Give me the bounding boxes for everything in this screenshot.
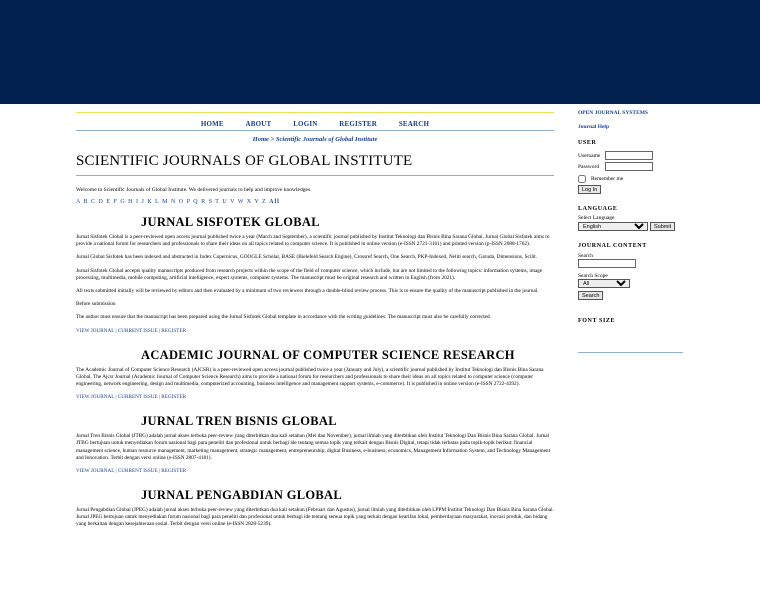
password-label: Password	[578, 163, 600, 170]
password-input[interactable]	[605, 162, 653, 171]
breadcrumb-current[interactable]: Scientific Journals of Global Institute	[275, 136, 378, 143]
view-journal-link[interactable]: VIEW JOURNAL	[76, 468, 115, 475]
journal-paragraph: Jurnal Pengabdian Global (JPEG) adalah jurnal akses terbuka peer-review yang diterbitkan dua kali setahun (Februari dan Agustus), jurnal ilmiah yang diterbitkan oleh LPPM Institut Teknologi Dan Bisnis Bina Sarana Global. Jurnal JPEG bertujuan untuk menyediakan forum nasional bagi para peneliti dan profesional untuk berbagi ide tentang semua topik yang terkait dengan kearifan lokal, pemberdayaan masyarakat, inovasi produk, dan bidang yang berkaitan dengan kesejahteraan sosial. Terbit dengan versi online (e-ISSN 2828-5239).	[76, 507, 554, 528]
journal-help-link[interactable]: Journal Help	[578, 124, 610, 130]
sidebar	[578, 110, 686, 353]
language-block-title: LANGUAGE	[578, 206, 618, 212]
ojs-link[interactable]: OPEN JOURNAL SYSTEMS	[578, 110, 648, 116]
journal-links	[76, 394, 554, 400]
nav-home[interactable]: HOME	[200, 120, 224, 128]
alphabet-letters[interactable]: A B C D E F G H I J K L M N O P Q R S T U V W X Y Z	[76, 199, 267, 205]
current-issue-link[interactable]: CURRENT ISSUE	[117, 394, 158, 401]
user-block-title: USER	[578, 140, 597, 146]
view-journal-link[interactable]: VIEW JOURNAL	[76, 327, 115, 334]
nav-search[interactable]: SEARCH	[398, 120, 430, 128]
font-size-title: FONT SIZE	[578, 318, 616, 324]
login-button[interactable]: Log In	[578, 185, 601, 194]
current-issue-link[interactable]: CURRENT ISSUE	[117, 468, 158, 475]
view-journal-link[interactable]: VIEW JOURNAL	[76, 394, 115, 401]
site-header	[0, 0, 760, 104]
journal-ajcsr	[76, 348, 554, 401]
username-label: Username	[578, 152, 601, 159]
nav-bar	[76, 112, 554, 131]
language-submit-button[interactable]: Submit	[650, 222, 675, 231]
current-issue-link[interactable]: CURRENT ISSUE	[117, 327, 158, 334]
journal-title: ACADEMIC JOURNAL OF COMPUTER SCIENCE RESEARCH	[141, 347, 515, 362]
journal-paragraph: The author must ensure that the manuscript has been prepared using the Jurnal Sisfotek Global template in accordance with the writing guidelines. The manuscript must also be carefully corrected.	[76, 314, 491, 321]
journal-paragraph: Jurnal Global Sisfotek has been indexed and abstracted in Index Copernicus, GOOGLE Scholar, BASE (Bielefeld Search Engine), Crossref Search, One Search, PKP-Indexed, Neliti search, Garuda, Dimensions, Scilit.	[76, 254, 538, 261]
breadcrumb	[76, 136, 554, 143]
register-link[interactable]: REGISTER	[161, 327, 187, 334]
search-input[interactable]	[578, 259, 636, 268]
link-separator: |	[115, 468, 117, 475]
journal-paragraph: All texts submitted initially will be reviewed by editors and then evaluated by a minimum of two reviewers through a double-blind review process. This is to ensure the quality of the manuscript published in the journal.	[76, 288, 539, 295]
journal-title: JURNAL SISFOTEK GLOBAL	[141, 215, 320, 229]
breadcrumb-home[interactable]: Home	[252, 136, 269, 143]
search-scope-label: Search Scope	[578, 273, 608, 279]
register-link[interactable]: REGISTER	[161, 468, 187, 475]
link-separator: |	[158, 394, 160, 401]
journal-paragraph: The Academic Journal of Computer Science Research (AJCSR) is a peer-reviewed open access journal published twice a year (January and July), a scientific journal published by Institut Teknologi dan Bisnis Bina Sarana Global. The Ajcsr Journal (Academic Journal of Computer Science Research) aims to provide a national forum for researchers and professionals to share their ideas on all topics related to computer science (computer engineering, network engineering, design and multimedia, computerized accounting, business intelligence and management support systems, e-commerce). It is published in online version (e-ISSN 2722-4392).	[76, 366, 544, 388]
main-content	[76, 112, 554, 535]
search-button[interactable]: Search	[578, 291, 603, 300]
search-label: Search	[578, 253, 593, 259]
link-separator: |	[115, 394, 117, 401]
language-select[interactable]	[578, 222, 648, 231]
journal-paragraph: Jurnal Sisfotek Global accepts quality manuscripts produced from research projects within the scope of the field of computer science, which include, but are not limited to the following topics: information systems, image processing, multimedia, mobile computing, artificial intelligence, expert systems, computer systems. The manuscript must be original research and written in English (from 2021).	[76, 267, 543, 281]
journal-tren-bisnis	[76, 414, 554, 474]
nav-about[interactable]: ABOUT	[245, 120, 272, 128]
nav-login[interactable]: LOGIN	[293, 120, 318, 128]
alphabet-index	[76, 199, 554, 205]
search-scope-select[interactable]	[578, 279, 630, 288]
journal-paragraph: Jurnal Sisfotek Global is a peer-reviewed open access journal published twice a year (March and September), a scientific journal published by Institut Teknologi dan Bisnis Bina Sarana Global. Jurnal Global Sisfotek aims to provide a national forum for researchers and professionals to share their ideas on all topics related to computer science. It is published in online version (e-ISSN 2721-3161) and printed version (p-ISSN 2088-1762).	[76, 234, 550, 248]
journal-title: JURNAL PENGABDIAN GLOBAL	[141, 488, 342, 503]
journal-title: JURNAL TREN BISNIS GLOBAL	[141, 414, 337, 429]
journal-content-title: JOURNAL CONTENT	[578, 243, 647, 249]
welcome-text: Welcome to Scientific Journals of Global Institute. We delivered journals to help and improve knowledges.	[76, 187, 312, 193]
select-language-label: Select Language	[578, 215, 615, 221]
breadcrumb-separator: >	[270, 136, 275, 143]
title-divider	[76, 175, 554, 176]
link-separator: |	[158, 468, 160, 475]
remember-label: Remember me	[591, 176, 624, 182]
nav-register[interactable]: REGISTER	[339, 120, 378, 128]
link-separator: |	[115, 327, 117, 334]
journal-paragraph: Jurnal Tren Bisnis Global (JTBG) adalah jurnal akses terbuka peer-review yang diterbitkan dua kali setahun (Mei dan November), jurnal ilmiah yang diterbitkan oleh Institut Teknologi Dan Bisnis Bina Sarana Global. Jurnal JTBG bertujuan untuk menyediakan forum nasional bagi para peneliti dan profesional untuk berbagi ide tentang semua topik yang terkait dengan Bisnis Digital, tetapi tidak terbatas pada topik-topik berikut: financial management science, human resource management, marketing management, strategic management, entrepreneurship, digital Business, e-business, economics, Management Information System, and Technology Management and Innovation. Terbit dengan versi online (e-ISSN 2807-4181).	[76, 433, 551, 461]
alphabet-all[interactable]: All	[269, 199, 280, 205]
username-input[interactable]	[605, 151, 653, 160]
page-title: SCIENTIFIC JOURNALS OF GLOBAL INSTITUTE	[76, 153, 413, 169]
link-separator: |	[158, 327, 160, 334]
journal-paragraph: Before submission	[76, 301, 116, 308]
sidebar-divider	[578, 352, 683, 353]
journal-sisfotek	[76, 215, 554, 334]
journal-links	[76, 468, 554, 474]
journal-pengabdian	[76, 488, 554, 529]
journal-links	[76, 328, 554, 334]
remember-checkbox[interactable]	[578, 175, 586, 183]
register-link[interactable]: REGISTER	[161, 394, 187, 401]
